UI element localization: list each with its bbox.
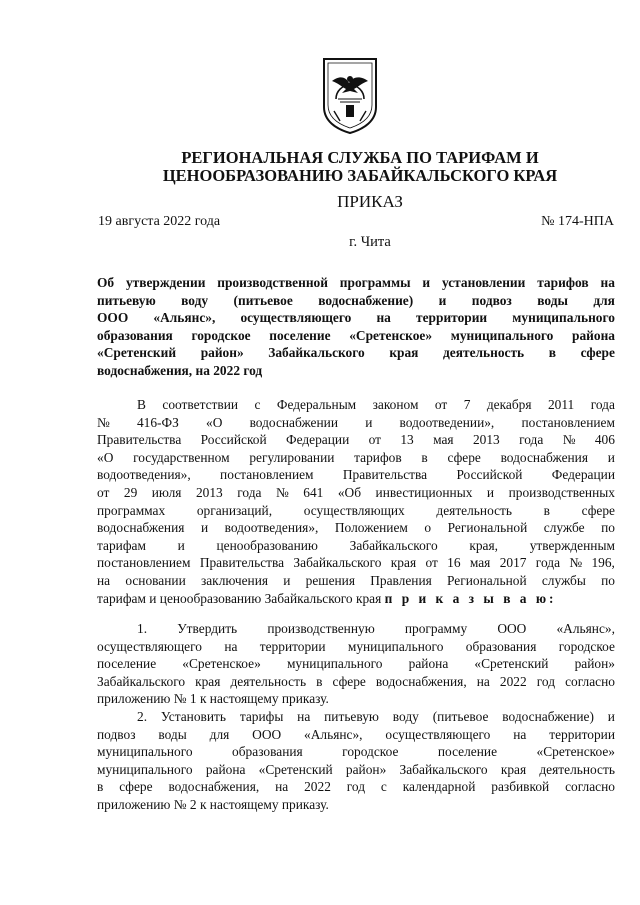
- preamble-line: [97, 502, 615, 520]
- word: службы: [541, 572, 586, 588]
- word: «О: [206, 414, 223, 430]
- preamble-line: [97, 431, 615, 449]
- word: питьевую: [324, 708, 379, 724]
- word: водоотведения»,: [224, 520, 319, 536]
- word: основании: [125, 572, 186, 588]
- word: установлении: [441, 275, 526, 290]
- word: от: [425, 555, 438, 571]
- word: Федеральным: [276, 397, 357, 412]
- item1-line: [97, 655, 615, 673]
- word: Федерации: [551, 467, 615, 483]
- word: водоотведения»,: [97, 467, 191, 483]
- preamble-line: [97, 484, 615, 502]
- word: 2022: [304, 779, 331, 795]
- word: водоснабжения,: [375, 673, 467, 689]
- item2-line: [97, 708, 615, 726]
- resolving-word: п р и к а з ы в а ю:: [384, 590, 557, 606]
- title-line: водоснабжения, на 2022 год: [97, 362, 263, 378]
- word: от: [97, 484, 110, 500]
- title-line: [97, 344, 615, 362]
- preamble-line: [97, 537, 615, 555]
- preamble-line: [97, 449, 615, 467]
- word: ООО: [252, 726, 282, 742]
- word: и: [200, 520, 209, 536]
- word: от: [368, 432, 381, 448]
- word: муниципального: [512, 310, 615, 326]
- word: на: [297, 708, 311, 724]
- word: «Сретенское»: [536, 744, 615, 760]
- word: городское: [342, 744, 399, 760]
- word: городское: [191, 327, 251, 343]
- word: в: [316, 673, 323, 689]
- word: осуществляющего: [97, 638, 202, 654]
- word: календарной: [402, 779, 476, 795]
- word: поселение: [437, 744, 498, 760]
- word: производственную: [267, 621, 375, 636]
- word: район»: [345, 761, 387, 777]
- preamble-lines: [97, 396, 615, 590]
- agency-title-line-2: ЦЕНООБРАЗОВАНИЮ ЗАБАЙКАЛЬСКОГО КРАЯ: [162, 166, 558, 185]
- word: водоснабжения: [97, 520, 185, 536]
- word: с: [380, 779, 387, 795]
- word: образования: [465, 638, 537, 654]
- order-item-1: [97, 620, 615, 708]
- word: №: [562, 432, 576, 448]
- word: по: [601, 572, 615, 588]
- word: законом: [372, 397, 419, 412]
- title-line: [97, 309, 615, 327]
- title-line: [97, 274, 615, 292]
- word: Российской: [456, 467, 523, 483]
- word: территории: [416, 310, 488, 326]
- item2-line: [97, 761, 615, 779]
- item1-line: [97, 673, 615, 691]
- word: Забайкальского: [399, 761, 488, 777]
- word: Федерации: [286, 432, 350, 448]
- word: деятельность: [443, 345, 525, 361]
- item1-line: приложению № 1 к настоящему приказу.: [97, 691, 329, 707]
- word: поселение: [269, 327, 331, 343]
- word: Утвердить: [177, 621, 238, 636]
- word: на: [513, 726, 527, 742]
- word: 16: [447, 555, 461, 571]
- word: края,: [469, 537, 498, 553]
- word: территории: [259, 638, 326, 654]
- word: подвоз: [471, 292, 512, 308]
- word: и: [177, 537, 185, 553]
- word: Региональной: [447, 520, 528, 536]
- word: разбивкой: [491, 779, 550, 795]
- word: образования: [232, 744, 303, 760]
- word: района: [572, 327, 615, 343]
- agency-title-line-1: РЕГИОНАЛЬНАЯ СЛУЖБА ПО ТАРИФАМ И: [181, 148, 539, 167]
- order-number: № 174-НПА: [541, 214, 614, 229]
- word: №: [97, 414, 110, 430]
- word: водоснабжения,: [168, 779, 260, 795]
- item2-line: [97, 778, 615, 796]
- word: 416-ФЗ: [136, 414, 179, 430]
- word: решения: [305, 572, 356, 588]
- word: района: [408, 656, 449, 672]
- word: «Альянс»,: [304, 726, 363, 742]
- word: питьевую: [97, 292, 156, 308]
- word: тарифов: [537, 275, 589, 290]
- word: 2013: [195, 484, 223, 500]
- preamble-line: [97, 414, 615, 432]
- word: на: [275, 779, 289, 795]
- word: деятельность: [539, 761, 615, 777]
- word: согласно: [565, 779, 615, 795]
- word: воды: [158, 726, 187, 742]
- word: муниципального: [347, 638, 444, 654]
- word: год: [536, 673, 556, 689]
- word: Положением: [334, 520, 408, 536]
- word: подвоз: [97, 726, 136, 742]
- word: водоснабжении: [249, 414, 338, 430]
- word: постановлением: [220, 467, 314, 483]
- word: соответствии: [162, 397, 239, 412]
- word: и: [607, 449, 615, 465]
- word: программах: [97, 502, 166, 518]
- word: года: [535, 555, 561, 571]
- title-line: [97, 327, 615, 345]
- word: Правления: [370, 572, 432, 588]
- word: Региональной: [447, 572, 527, 588]
- word: ООО: [497, 621, 527, 636]
- word: осуществляющего: [385, 726, 491, 742]
- word: городское: [558, 638, 615, 654]
- word: тарифам: [97, 537, 146, 553]
- word: территории: [549, 726, 615, 742]
- word: Правительства: [342, 467, 428, 483]
- coat-of-arms-icon: [318, 55, 382, 135]
- word: Установить: [160, 708, 226, 724]
- order-date: 19 августа 2022 года: [98, 214, 221, 229]
- word: о: [424, 520, 432, 536]
- word: производственных: [508, 484, 615, 500]
- word: Правительства: [97, 432, 182, 448]
- word: 2017: [499, 555, 527, 571]
- word: края: [195, 673, 221, 689]
- word: водоснабжение): [502, 708, 594, 724]
- item2-line: [97, 726, 615, 744]
- word: и: [486, 484, 495, 500]
- word: образования: [97, 327, 173, 343]
- word: 2013: [472, 432, 500, 448]
- word: края: [390, 555, 417, 571]
- word: от: [434, 397, 448, 412]
- word: 7: [463, 397, 471, 412]
- title-line: [97, 292, 615, 310]
- word: края: [500, 761, 527, 777]
- word: водоотведении»,: [399, 414, 495, 430]
- word: года: [590, 397, 615, 412]
- word: ООО: [97, 310, 129, 326]
- word: воду: [392, 708, 419, 724]
- word: на: [476, 673, 490, 689]
- word: на: [600, 275, 615, 290]
- word: для: [209, 726, 230, 742]
- word: с: [254, 397, 261, 412]
- order-items: [97, 620, 615, 814]
- word: службе: [543, 520, 585, 536]
- word: «Альянс»,: [153, 310, 216, 326]
- word: водоснабжения: [500, 449, 589, 465]
- word: программу: [404, 621, 468, 636]
- word: района: [205, 761, 246, 777]
- item1-line: [97, 620, 615, 638]
- word: года: [237, 484, 262, 500]
- word: муниципального: [97, 761, 193, 777]
- word: по: [601, 520, 615, 536]
- word: государственном: [133, 449, 230, 465]
- word: декабря: [486, 397, 532, 412]
- word: осуществляющих: [303, 502, 405, 518]
- word: года: [519, 432, 544, 448]
- word: сфере: [581, 502, 615, 518]
- word: организаций,: [196, 502, 273, 518]
- word: Правительства: [199, 555, 285, 571]
- word: 2011: [547, 397, 575, 412]
- word: утвержденным: [529, 537, 615, 553]
- word: воду: [181, 292, 209, 308]
- word: (питьевое: [432, 708, 489, 724]
- word: №: [275, 484, 289, 500]
- order-heading: ПРИКАЗ: [337, 192, 403, 211]
- word: мая: [469, 555, 491, 571]
- item1-line: [97, 638, 615, 656]
- preamble-line: [97, 519, 615, 537]
- word: водоснабжение): [318, 292, 414, 308]
- word: и: [422, 275, 431, 290]
- word: июля: [151, 484, 182, 500]
- word: в: [548, 345, 556, 361]
- word: район»: [200, 345, 244, 361]
- word: муниципального: [286, 656, 383, 672]
- word: для: [593, 292, 615, 308]
- word: деятельность: [230, 673, 307, 689]
- word: «О: [97, 449, 114, 465]
- preamble-line: [97, 466, 615, 484]
- preamble-line: [97, 554, 615, 572]
- item2-line: приложению № 2 к настоящему приказу.: [97, 796, 329, 812]
- word: «Сретенский: [97, 345, 177, 361]
- word: 2022: [499, 673, 527, 689]
- word: «Сретенское»: [349, 327, 433, 343]
- preamble-line: [97, 572, 615, 590]
- word: Российской: [200, 432, 267, 448]
- word: Забайкальского: [293, 555, 382, 571]
- word: на: [97, 572, 111, 588]
- word: регулировании: [249, 449, 335, 465]
- word: «Альянс»,: [556, 621, 615, 636]
- word: сфере: [332, 673, 366, 689]
- word: 406: [594, 432, 615, 448]
- word: Об: [97, 275, 115, 290]
- word: на: [376, 310, 391, 326]
- word: тарифы: [239, 708, 284, 724]
- word: постановлением: [97, 555, 191, 571]
- word: В: [137, 397, 146, 412]
- order-item-2: [97, 708, 615, 814]
- word: и: [607, 708, 615, 724]
- word: и: [283, 572, 291, 588]
- preamble-paragraph: [97, 396, 615, 607]
- word: согласно: [565, 673, 615, 689]
- word: в: [97, 779, 104, 795]
- order-title: [97, 274, 615, 380]
- word: Забайкальского: [268, 345, 365, 361]
- word: утверждении: [125, 275, 206, 290]
- word: 2.: [137, 708, 148, 724]
- word: 1.: [137, 621, 148, 636]
- word: год: [346, 779, 366, 795]
- word: заключения: [200, 572, 269, 588]
- word: сфере: [580, 345, 615, 361]
- word: поселение: [97, 656, 157, 672]
- word: и: [365, 414, 373, 430]
- word: в: [543, 502, 550, 518]
- word: район»: [574, 656, 615, 672]
- word: в: [421, 449, 428, 465]
- word: №: [569, 555, 583, 571]
- word: «Сретенский: [258, 761, 333, 777]
- word: 29: [123, 484, 138, 500]
- word: Забайкальского: [349, 537, 438, 553]
- word: деятельность: [436, 502, 513, 518]
- word: программы: [339, 275, 411, 290]
- preamble-line: [97, 396, 615, 414]
- preamble-last-line: [97, 590, 615, 608]
- word: 641: [303, 484, 324, 500]
- word: инвестиционных: [375, 484, 473, 500]
- word: на: [224, 638, 238, 654]
- word: мая: [433, 432, 454, 448]
- word: и: [438, 292, 447, 308]
- order-city: г. Чита: [349, 234, 391, 250]
- word: муниципального: [450, 327, 554, 343]
- item2-line: [97, 743, 615, 761]
- word: «Сретенский: [474, 656, 549, 672]
- word: Забайкальского: [97, 673, 186, 689]
- word: 13: [400, 432, 414, 448]
- word: «Сретенское»: [182, 656, 261, 672]
- word: муниципального: [97, 744, 193, 760]
- word: «Об: [337, 484, 362, 500]
- word: сфере: [119, 779, 153, 795]
- word: воды: [537, 292, 568, 308]
- word: (питьевое: [233, 292, 293, 308]
- word: ценообразованию: [216, 537, 318, 553]
- word: производственной: [217, 275, 328, 290]
- word: тарифов: [354, 449, 402, 465]
- word: 196,: [591, 555, 615, 571]
- word: осуществляющего: [240, 310, 352, 326]
- word: края: [389, 345, 419, 361]
- word: постановлением: [521, 414, 615, 430]
- word: сфере: [447, 449, 481, 465]
- preamble-last-line-text: тарифам и ценообразованию Забайкальского края: [97, 590, 382, 606]
